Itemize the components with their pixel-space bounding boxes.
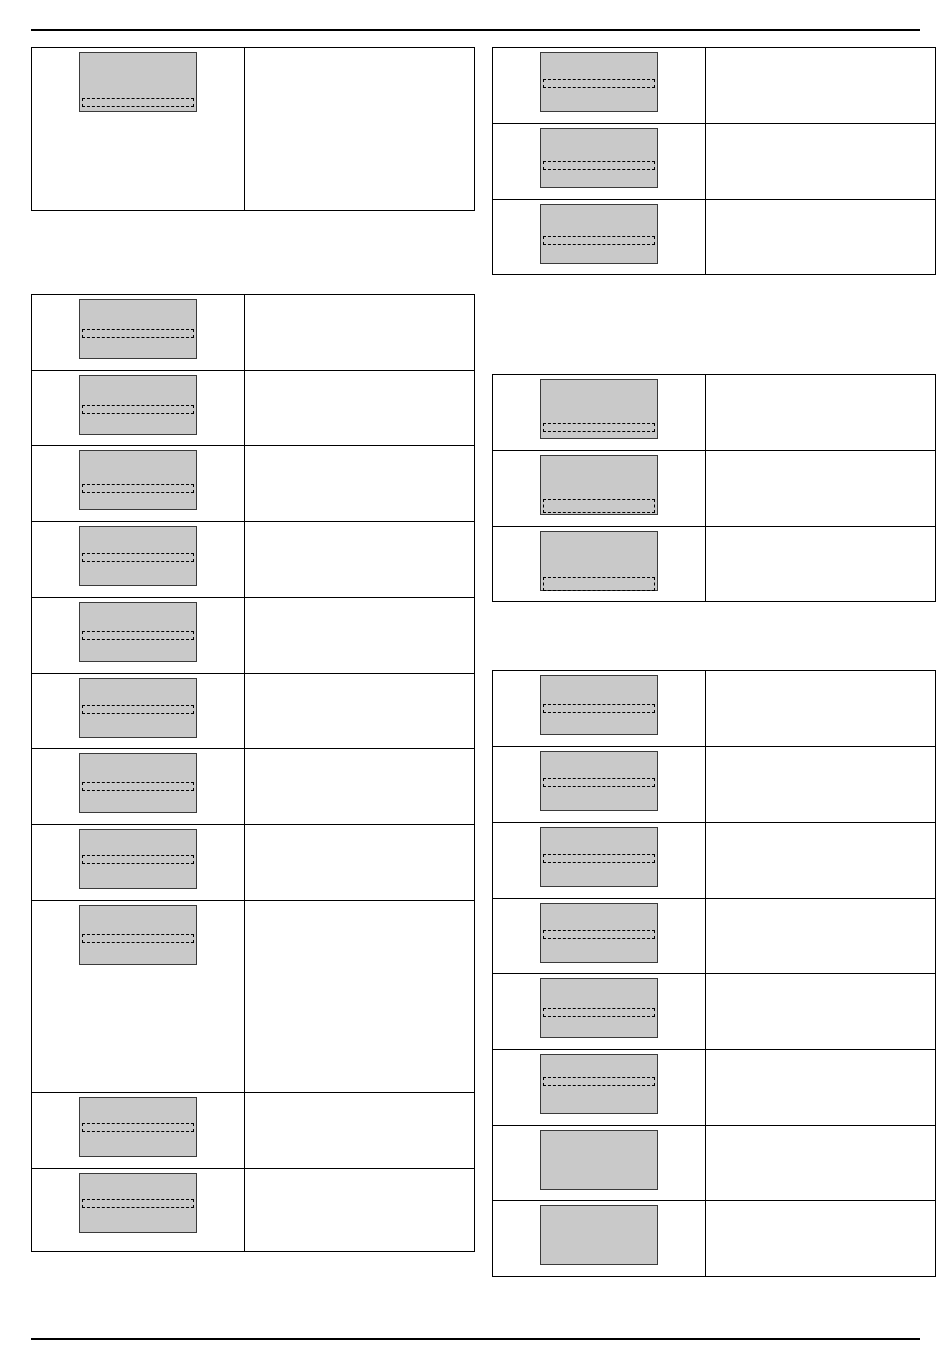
lcd-screen bbox=[79, 602, 197, 662]
description-cell bbox=[706, 974, 936, 1050]
display-cell bbox=[32, 1093, 245, 1169]
lcd-dashed-field bbox=[543, 854, 655, 863]
description-cell bbox=[706, 124, 936, 200]
description-cell bbox=[245, 674, 475, 749]
lcd-screen bbox=[540, 531, 658, 591]
description-cell bbox=[706, 1126, 936, 1201]
lcd-dashed-field bbox=[82, 782, 194, 791]
lcd-dashed-field bbox=[543, 79, 655, 88]
lcd-screen bbox=[540, 128, 658, 188]
lcd-dashed-field bbox=[543, 577, 655, 591]
lcd-dashed-field bbox=[543, 704, 655, 713]
lcd-screen bbox=[540, 675, 658, 735]
description-cell bbox=[706, 200, 936, 275]
lcd-dashed-field bbox=[82, 405, 194, 414]
lcd-screen bbox=[79, 526, 197, 586]
description-cell bbox=[245, 522, 475, 598]
display-cell bbox=[32, 825, 245, 901]
lcd-dashed-field bbox=[543, 423, 655, 432]
lcd-screen bbox=[540, 455, 658, 515]
table-row bbox=[32, 295, 475, 371]
table-row bbox=[32, 825, 475, 901]
lcd-dashed-field bbox=[82, 705, 194, 714]
display-cell bbox=[32, 749, 245, 825]
table-row bbox=[493, 974, 936, 1050]
lcd-screen bbox=[540, 978, 658, 1038]
description-cell bbox=[706, 1050, 936, 1126]
lcd-dashed-field bbox=[82, 553, 194, 562]
lcd-screen bbox=[79, 1173, 197, 1233]
description-cell bbox=[706, 747, 936, 823]
lcd-dashed-field bbox=[543, 499, 655, 513]
display-cell bbox=[493, 823, 706, 899]
display-cell bbox=[493, 747, 706, 823]
display-cell bbox=[32, 1169, 245, 1252]
table-row bbox=[493, 1201, 936, 1277]
table-row bbox=[32, 48, 475, 211]
table-row bbox=[493, 451, 936, 527]
display-cell bbox=[32, 295, 245, 371]
table-right-bottom bbox=[492, 670, 936, 1277]
table-row bbox=[493, 899, 936, 974]
table-row bbox=[493, 1126, 936, 1201]
table-row bbox=[493, 527, 936, 602]
display-cell bbox=[32, 598, 245, 674]
lcd-dashed-field bbox=[543, 778, 655, 787]
description-cell bbox=[706, 375, 936, 451]
table-row bbox=[493, 747, 936, 823]
lcd-screen bbox=[540, 1130, 658, 1190]
description-cell bbox=[706, 823, 936, 899]
display-cell bbox=[493, 899, 706, 974]
description-cell bbox=[245, 446, 475, 522]
lcd-screen bbox=[79, 1097, 197, 1157]
lcd-screen bbox=[540, 1054, 658, 1114]
lcd-screen bbox=[79, 753, 197, 813]
table-right-mid bbox=[492, 374, 936, 602]
table-left-main bbox=[31, 294, 475, 1252]
lcd-dashed-field bbox=[82, 98, 194, 107]
lcd-screen bbox=[540, 903, 658, 963]
display-cell bbox=[493, 1201, 706, 1277]
lcd-screen bbox=[540, 1205, 658, 1265]
table-row bbox=[493, 124, 936, 200]
footer-rule bbox=[31, 1338, 920, 1340]
table-right-top bbox=[492, 47, 936, 275]
table-row bbox=[493, 1050, 936, 1126]
table-row bbox=[493, 200, 936, 275]
display-cell bbox=[493, 671, 706, 747]
lcd-dashed-field bbox=[543, 930, 655, 939]
lcd-screen bbox=[79, 829, 197, 889]
lcd-screen bbox=[79, 678, 197, 738]
description-cell bbox=[245, 1093, 475, 1169]
lcd-screen bbox=[79, 375, 197, 435]
description-cell bbox=[706, 671, 936, 747]
lcd-dashed-field bbox=[543, 161, 655, 170]
lcd-screen bbox=[540, 827, 658, 887]
lcd-dashed-field bbox=[543, 1008, 655, 1017]
lcd-screen bbox=[540, 379, 658, 439]
table-row bbox=[32, 674, 475, 749]
display-cell bbox=[493, 1126, 706, 1201]
display-cell bbox=[493, 974, 706, 1050]
description-cell bbox=[245, 48, 475, 211]
description-cell bbox=[245, 901, 475, 1093]
description-cell bbox=[245, 295, 475, 371]
lcd-dashed-field bbox=[543, 1077, 655, 1086]
description-cell bbox=[706, 48, 936, 124]
lcd-screen bbox=[540, 52, 658, 112]
display-cell bbox=[32, 446, 245, 522]
table-row bbox=[32, 446, 475, 522]
display-cell bbox=[32, 522, 245, 598]
lcd-dashed-field bbox=[82, 631, 194, 640]
lcd-dashed-field bbox=[82, 1199, 194, 1208]
description-cell bbox=[706, 899, 936, 974]
header-rule bbox=[31, 29, 920, 31]
display-cell bbox=[32, 674, 245, 749]
lcd-dashed-field bbox=[82, 1123, 194, 1132]
table-row bbox=[32, 749, 475, 825]
description-cell bbox=[706, 527, 936, 602]
display-cell bbox=[493, 48, 706, 124]
table-row bbox=[32, 901, 475, 1093]
lcd-screen bbox=[540, 204, 658, 264]
lcd-screen bbox=[79, 52, 197, 112]
display-cell bbox=[493, 527, 706, 602]
table-row bbox=[32, 598, 475, 674]
lcd-screen bbox=[79, 450, 197, 510]
description-cell bbox=[245, 749, 475, 825]
display-cell bbox=[493, 451, 706, 527]
table-row bbox=[493, 671, 936, 747]
description-cell bbox=[706, 451, 936, 527]
lcd-dashed-field bbox=[82, 484, 194, 493]
table-left-top bbox=[31, 47, 475, 211]
lcd-dashed-field bbox=[543, 236, 655, 245]
description-cell bbox=[245, 1169, 475, 1252]
display-cell bbox=[493, 375, 706, 451]
description-cell bbox=[245, 825, 475, 901]
lcd-dashed-field bbox=[82, 329, 194, 338]
display-cell bbox=[32, 48, 245, 211]
display-cell bbox=[493, 1050, 706, 1126]
table-row bbox=[493, 823, 936, 899]
display-cell bbox=[493, 124, 706, 200]
description-cell bbox=[706, 1201, 936, 1277]
table-row bbox=[32, 371, 475, 446]
lcd-dashed-field bbox=[82, 855, 194, 864]
lcd-screen bbox=[540, 751, 658, 811]
display-cell bbox=[493, 200, 706, 275]
table-row bbox=[493, 375, 936, 451]
lcd-dashed-field bbox=[82, 934, 194, 943]
table-row bbox=[32, 1093, 475, 1169]
description-cell bbox=[245, 371, 475, 446]
table-row bbox=[32, 1169, 475, 1252]
display-cell bbox=[32, 371, 245, 446]
lcd-screen bbox=[79, 299, 197, 359]
lcd-screen bbox=[79, 905, 197, 965]
table-row bbox=[32, 522, 475, 598]
display-cell bbox=[32, 901, 245, 1093]
table-row bbox=[493, 48, 936, 124]
description-cell bbox=[245, 598, 475, 674]
